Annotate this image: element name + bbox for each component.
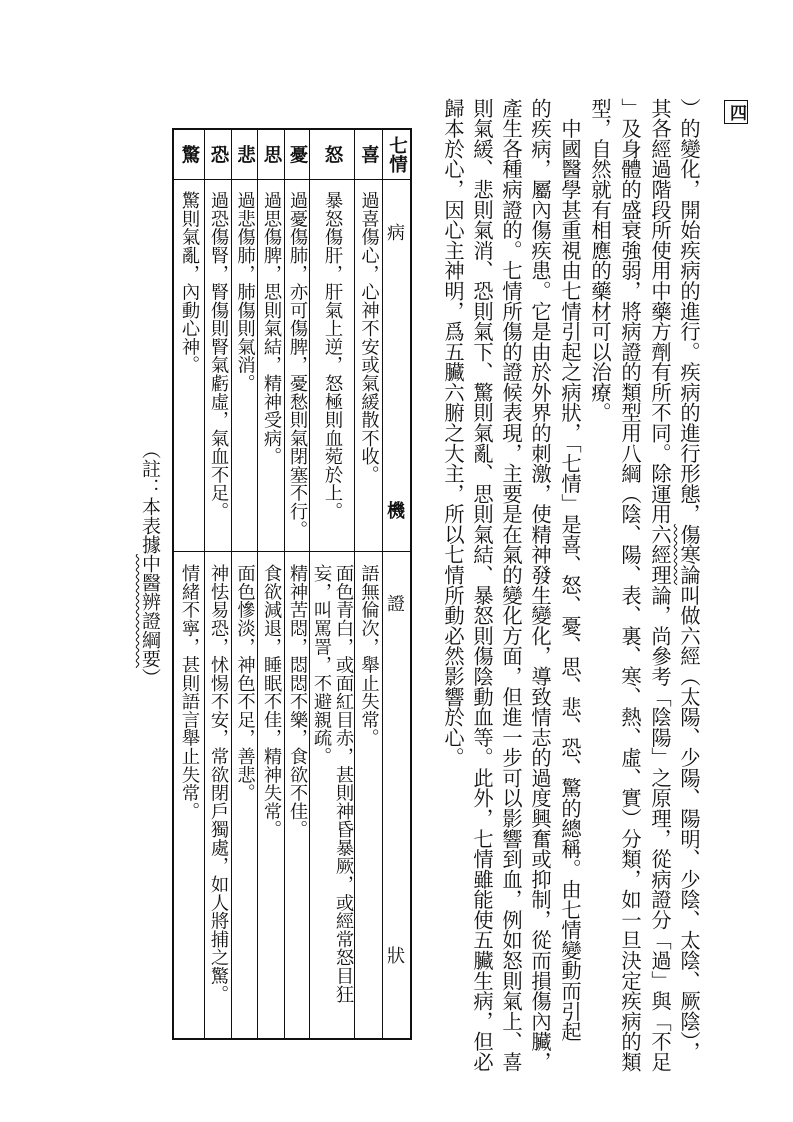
page-number: 四 [724,100,748,124]
table-row-bei [231,130,257,1038]
header-mechanism-cell [383,179,410,552]
table-row-xi [354,130,382,1038]
mechanism-text: 驚則氣亂，內動心神。 [179,191,200,374]
symptom-text: 情緒不寧，甚則語言舉止失常。 [179,564,200,821]
mechanism-text: 過恐傷腎，腎傷則腎氣虧虛，氣血不足。 [208,191,229,521]
header-symptom-1: 證 [387,594,405,615]
emotion-label: 思 [261,145,282,164]
table-row-kong [204,130,231,1038]
emotion-label: 怒 [322,145,343,164]
body-line-5: 中國醫學甚重視由七情引起之病狀，「七情」是喜、怒、憂、思、悲、恐、驚的總稱。由七情變動而引起 [558,98,582,1042]
body-line-9: 歸本於心，因心主神明，爲五臟六腑之大主，所以七情所動必然影響於心。 [441,98,465,768]
note-book-title: 中醫辨證綱要 [139,554,161,668]
body-text: 叫做六經（太陽、少陽、陽明、少陰、太陰、厥陰）， [677,584,701,1062]
note-text: （註：本表據 [139,440,161,554]
emotion-label: 恐 [208,145,229,164]
note-text: ） [139,668,161,687]
header-emotion: 七情 [386,136,408,173]
body-line-3: 」及身體的盛衰強弱，將病證的類型用八綱（陰、陽、表、裏、寒、熱、虛、實）分類，如一旦決定疾病的類 [618,98,642,1072]
table-header-column [382,130,410,1038]
mechanism-text: 暴怒傷肝，肝氣上逆，怒極則血菀於上。 [322,191,343,521]
table-row-si [257,130,284,1038]
symptom-text: 食欲減退，睡眠不佳，精神失常。 [261,564,282,839]
mechanism-text: 過悲傷肺，肺傷則氣消。 [234,191,256,393]
mechanism-text: 過喜傷心，心神不安或氣緩散不收。 [358,191,380,484]
table-row-jing [174,130,204,1038]
header-emotion-cell [383,130,410,180]
table-row-nu [309,130,354,1038]
book-title-mark: 傷寒論 [677,524,701,585]
header-mechanism-2: 機 [387,501,405,522]
emotion-label: 悲 [234,145,256,164]
body-line-1 [676,98,702,1062]
symptom-text: 精神苦悶，悶悶不樂，食欲不佳。 [287,564,308,839]
seven-emotions-table [172,128,412,1040]
body-line-4: 型，自然就有相應的藥材可以治療。 [588,98,612,423]
body-line-6: 的疾病，屬內傷疾患。它是由於外界的刺激，使精神發生變化，導致情志的過度興奮或抑制，從而損傷內臟， [528,98,552,1072]
table-note [138,440,162,687]
emotion-label: 驚 [179,145,200,164]
symptom-text: 語無倫次，舉止失常。 [358,564,380,747]
body-text: ）的變化，開始疾病的進行。疾病的進行形態， [677,98,701,525]
mechanism-text: 過思傷脾，思則氣結，精神受病。 [261,191,282,466]
header-mechanism-1: 病 [387,223,405,244]
body-line-7: 產生各種病證的。七情所傷的證候表現，主要是在氣的變化方面，但進一步可以影響到血，例如怒則氣上、喜 [499,98,523,1072]
header-symptom-cell [383,552,410,1038]
header-symptom-2: 狀 [387,946,405,967]
emotion-label: 喜 [358,145,380,164]
symptom-text: 神怯易恐，怵惕不安，常欲閉戶獨處，如人將捕之驚。 [208,564,229,1003]
mechanism-text: 過憂傷肺，亦可傷脾，憂愁則氣閉塞不行。 [287,191,308,539]
emotion-label: 憂 [287,145,308,164]
body-line-2: 其各經過階段所使用中藥方劑有所不同。除運用六經理論，尚參考「陰陽」之原理，從病證分「過」與「不足 [648,98,672,1072]
symptom-text: 面色慘淡，神色不足，善悲。 [234,564,256,802]
body-line-8: 則氣緩、悲則氣消、恐則氣下、驚則氣亂、思則氣結、暴怒則傷陰動血等。此外，七情雖能使五臟生病，但必 [470,98,494,1072]
table-row-you [284,130,309,1038]
symptom-text: 面色青白，或面紅目赤，甚則神昏暴厥，或經常怒目狂妄，叫罵詈，不避親疏。 [311,564,354,1003]
